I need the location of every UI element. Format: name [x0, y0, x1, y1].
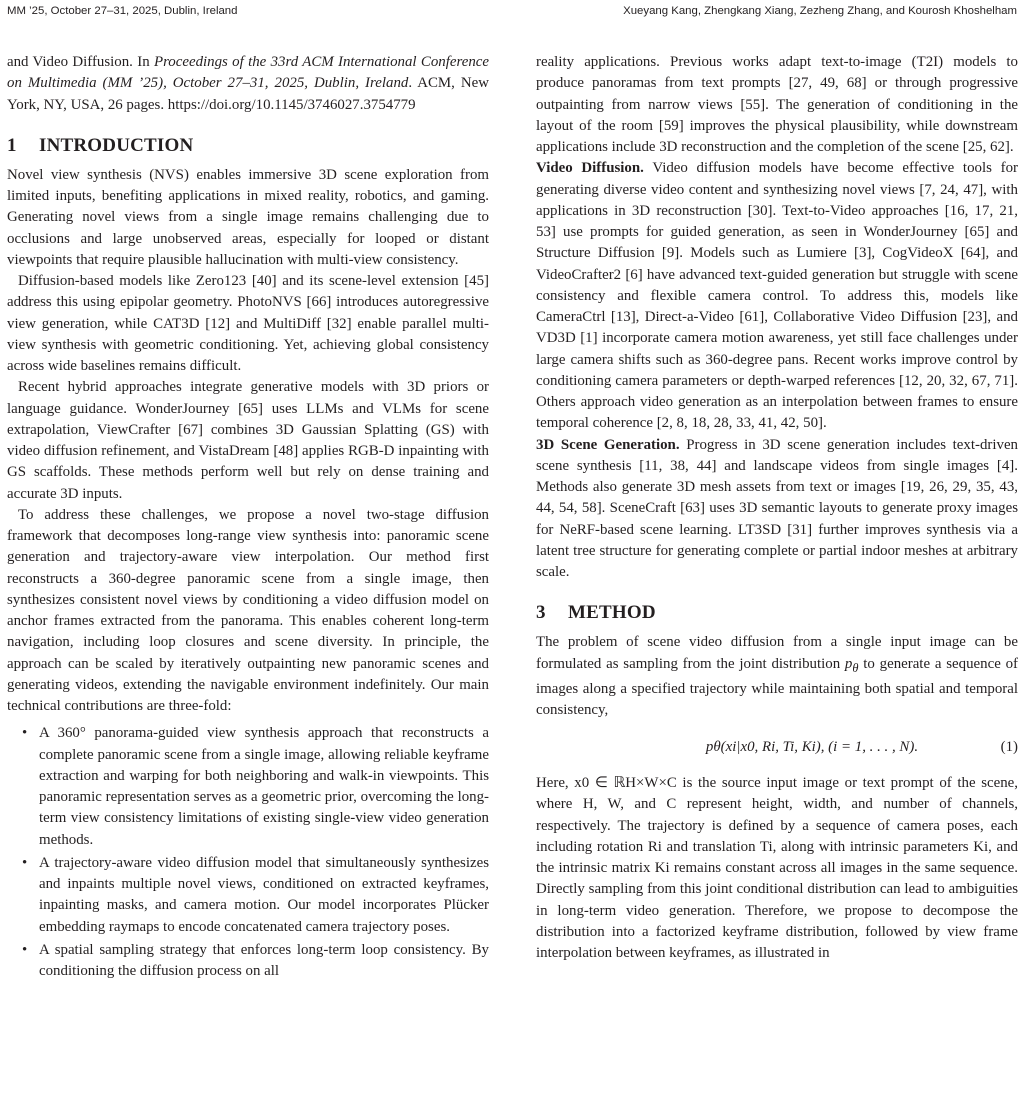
method-text-a: The problem of scene video diffusion from a single input image can be formulated as sampling from the joint distribution: [536, 634, 1018, 672]
section-number: 1: [7, 134, 17, 156]
intro-paragraph-4: To address these challenges, we propose a novel two-stage diffusion framework that decomposes long-range view synthesis into: panoramic scene generation and trajectory-aware view interpolation. Our method first reconstructs a 360-degree panoramic scene from a single image, then synthesizes consistent novel views by conditioning a video diffusion model on anchor frames extracted from the panorama. This enables coherent long-term navigation, including loop closures and scene diversity. In principle, the approach can be scaled by iteratively outpainting new panoramic scenes and generating videos, extending the navigable environment indefinitely. Our main technical contributions are three-fold:: [7, 506, 489, 714]
symbol-theta: θ: [852, 660, 859, 675]
symbol-p-theta: [844, 655, 859, 675]
reference-venue: Proceedings of the 33rd ACM International Conference on Multimedia (MM ’25), October 27–31, 2025, Dublin, Ireland: [7, 54, 489, 92]
list-item-text: A 360° panorama-guided view synthesis approach that reconstructs a complete panoramic scene from a single image, allowing reliable keyframe extraction and warping for both neighboring and walk-in viewpoints. This panoramic representation serves as a geometric prior, overcoming the long-term view consistency limitations of existing single-view video generation methods.: [39, 725, 489, 848]
right-column: [536, 52, 1018, 964]
scene-generation-paragraph: [536, 435, 1018, 584]
related-work-paragraph: reality applications. Previous works adapt text-to-image (T2I) models to produce panoramas from text prompts [27, 49, 68] or through progressive outpainting from narrow views [55]. The generation of conditioning in the layout of the room [59] improves the physical plausibility, while downstream applications include 3D reconstruction and the completion of the scene [25, 62].: [536, 54, 1018, 155]
header-venue: MM ’25, October 27–31, 2025, Dublin, Ireland: [7, 5, 238, 17]
symbol-p: p: [844, 655, 853, 672]
bullet-icon: •: [22, 725, 28, 742]
bullet-icon: •: [22, 854, 28, 871]
reference-format: [7, 52, 489, 116]
running-header: [7, 3, 1017, 21]
list-item: [22, 723, 489, 851]
run-in-heading-video-diffusion: Video Diffusion.: [536, 160, 644, 177]
intro-paragraph-1: Novel view synthesis (NVS) enables immersive 3D scene exploration from limited inputs, benefiting applications in mixed reality, robotics, and gaming. Generating novel views from a single image remains challenging due to occlusions and large unobserved areas, especially for looped or distant viewpoints that require plausible hallucination with multi-view consistency.: [7, 166, 489, 268]
left-column: [7, 52, 489, 984]
list-item-text: A spatial sampling strategy that enforces long-term loop consistency. By conditioning the diffusion process on all: [39, 941, 489, 979]
intro-paragraph-3: Recent hybrid approaches integrate generative models with 3D priors or language guidance. WonderJourney [65] uses LLMs and VLMs for scene extrapolation, ViewCrafter [67] combines 3D Gaussian Splatting (GS) with video diffusion refinement, and VistaDream [48] applies RGB-D inpainting with GS scaffolds. These methods perform well but rely on dense training and accurate 3D inputs.: [7, 379, 489, 502]
scene-generation-text: Progress in 3D scene generation includes text-driven scene synthesis [11, 38, 44] and landscape videos from single images [4]. Methods also generate 3D mesh assets from text or images [19, 26, 29, 35, 43, 44, 54, 58]. SceneCraft [63] uses 3D semantic layouts to generate proxy images for NeRF-based scene learning. LT3SD [31] further improves synthesis via a latent tree structure for generating complete or partial indoor meshes at arbitrary scale.: [536, 436, 1018, 580]
contributions-list: [7, 723, 489, 982]
method-paragraph-1: [536, 632, 1018, 721]
section-title: METHOD: [568, 602, 656, 624]
section-title: INTRODUCTION: [39, 134, 194, 156]
list-item-text: A trajectory-aware video diffusion model that simultaneously synthesizes and inpaints multiple novel views, conditioned on extracted keyframes, inpainting masks, and camera motion. Our model incorporates Plücker embedding raymaps to encode concatenated camera trajectory poses.: [39, 854, 489, 935]
equation-1: [536, 735, 1018, 759]
header-authors: Xueyang Kang, Zhengkang Xiang, Zezheng Zhang, and Kourosh Khoshelham: [623, 5, 1017, 17]
equation-formula: pθ(xi|x0, Ri, Ti, Ki), (i = 1, . . . , N).: [705, 738, 919, 755]
reference-suffix: . ACM, New York, NY, USA, 26 pages. https://doi.org/10.1145/3746027.3754779: [7, 75, 489, 113]
video-diffusion-paragraph: [536, 158, 1018, 434]
video-diffusion-text: Video diffusion models have become effective tools for generating diverse video content and synthesizing novel views [7, 24, 47], with applications in 3D reconstruction [30]. Text-to-Video approaches [16, 17, 21, 53] use prompts for guided generation, as seen in WonderJourney [65] and Structure Diffusion [9]. Models such as Lumiere [3], CogVideoX [64], and VideoCrafter2 [6] have advanced text-guided generation but struggle with scene consistency and flexible camera control. To address this, models like CameraCtrl [13], Direct-a-Video [61], Collaborative Video Diffusion [23], and VD3D [1] incorporate camera motion awareness, yet still face challenges under large camera shifts such as 360-degree pans. Recent works improve control by conditioning camera parameters or depth-warped references [12, 20, 32, 67, 71]. Others approach video generation as an interpolation between frames to ensure temporal coherence [2, 8, 18, 28, 33, 41, 42, 50].: [536, 160, 1018, 432]
section-heading-introduction: [7, 134, 489, 158]
list-item: [22, 940, 489, 983]
equation-number: (1): [1000, 738, 1018, 755]
reference-prefix: and Video Diffusion. In: [7, 54, 154, 70]
list-item: [22, 853, 489, 938]
bullet-icon: •: [22, 941, 28, 958]
method-text-b: to generate a sequence of images along a specified trajectory while maintaining both spatial and temporal consistency,: [536, 655, 1018, 718]
section-heading-method: [536, 601, 1018, 625]
section-number: 3: [536, 602, 546, 624]
run-in-heading-3d-scene-generation: 3D Scene Generation.: [536, 436, 680, 453]
intro-paragraph-2: Diffusion-based models like Zero123 [40] and its scene-level extension [45] address this using epipolar geometry. PhotoNVS [66] introduces autoregressive view generation, while CAT3D [12] and MultiDiff [32] enable parallel multi-view synthesis with geometric conditioning. Yet, achieving global consistency across wide baselines remains difficult.: [7, 273, 489, 374]
method-paragraph-2: Here, x0 ∈ ℝH×W×C is the source input image or text prompt of the scene, where H, W, and C represent height, width, and number of channels, respectively. The trajectory is defined by a sequence of camera poses, each including rotation Ri and translation Ti, along with intrinsic parameters Ki, and the intrinsic matrix Ki remains constant across all images in the same sequence. Directly sampling from this joint conditional distribution can lead to ambiguities in long-term video generation. Therefore, we propose to decompose the distribution into a factorized keyframe distribution, followed by view frame interpolation between keyframes, as illustrated in: [536, 775, 1018, 962]
